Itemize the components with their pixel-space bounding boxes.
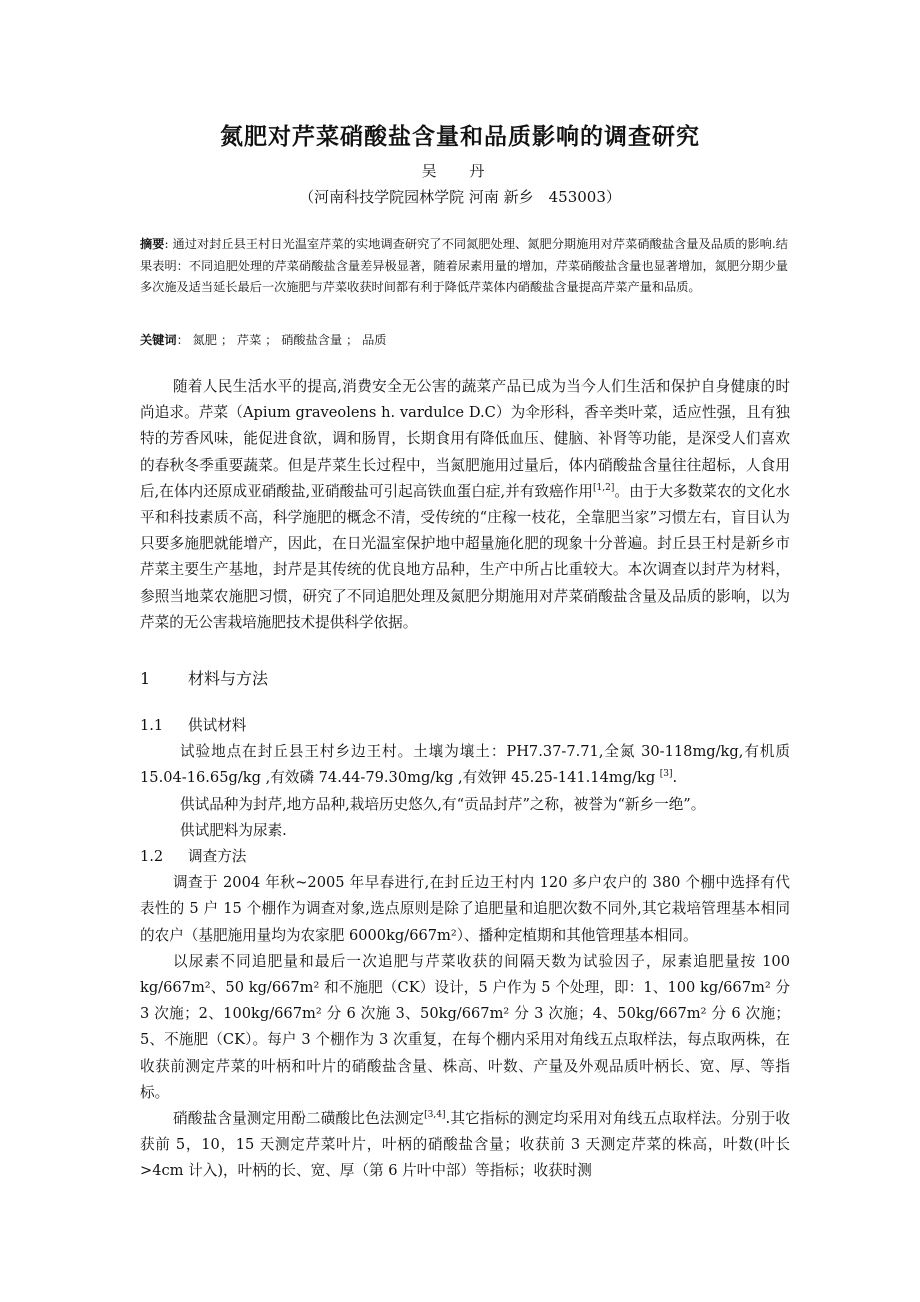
introduction [140,374,790,636]
citation-3: [3] [659,769,673,780]
materials-text-1-end: . [672,769,678,787]
methods-paragraph-3 [140,1106,790,1185]
methods-paragraph-1: 调查于 2004 年秋~2005 年早春进行,在封丘边王村内 120 多户农户的 380 个棚中选择有代表性的 5 户 15 个棚作为调查对象,选点原则是除了追肥量和追肥次数不同外,其它栽培管理基本相同的农户（基肥施用量均为农家肥 6000kg/667m²）、播种定植期和其他管理基本相同。 [140,874,790,944]
methods-paragraph-2: 以尿素不同追肥量和最后一次追肥与芹菜收获的间隔天数为试验因子，尿素追肥量按 100 kg/667m²、50 kg/667m² 和不施肥（CK）设计，5 户作为 5 个处理，即：1、100 kg/667m² 分 3 次施；2、100kg/667m² 分 6 次施 3、50kg/667m² 分 3 次施；4、50kg/667m² 分 6 次施；5、不施肥（CK）。每户 3 个棚作为 3 次重复，在每个棚内采用对角线五点取样法，每点取两株，在收获前测定芹菜的叶柄和叶片的硝酸盐含量、株高、叶数、产量及外观品质叶柄长、宽、厚、等指标。 [140,952,790,1101]
keywords-text: ： 氮肥 ； 芹菜 ； 硝酸盐含量 ； 品质 [176,333,387,347]
materials-text-1: 试验地点在封丘县王村乡边王村。土壤为壤土：PH7.37-7.71,全氮 30-118mg/kg,有机质 15.04-16.65g/kg ,有效磷 74.44-79.30mg/kg ,有效钾 45.25-141.14mg/kg [140,743,790,787]
section-1-1-number: 1.1 [140,717,164,734]
section-1-1-title: 供试材料 [188,717,247,734]
materials-paragraph-2: 供试品种为封芹,地方品种,栽培历史悠久,有“贡品封芹”之称，被誉为“新乡一绝”。 [180,795,706,813]
section-1-1-heading [140,713,790,739]
keywords [140,330,788,351]
paper-title: 氮肥对芹菜硝酸盐含量和品质影响的调查研究 [220,123,700,150]
keywords-label: 关键词 [140,333,177,347]
section-1-2-number: 1.2 [140,848,164,866]
citation-1-2: [1,2] [593,482,615,493]
paper-affiliation: （河南科技学院园林学院 河南 新乡 453003） [299,188,621,206]
abstract-label: 摘要 [140,237,165,251]
section-1-2-title: 调查方法 [188,848,247,866]
abstract-text: : 通过对封丘县王村日光温室芹菜的实地调查研究了不同氮肥处理、氮肥分期施用对芹菜硝酸盐含量及品质的影响.结果表明：不同追肥处理的芹菜硝酸盐含量差异极显著，随着尿素用量的增加，芹菜硝酸盐含量也显著增加，氮肥分期少量多次施及适当延长最后一次施肥与芹菜收获时间都有利于降低芹菜体内硝酸盐含量提高芹菜产量和品质。 [140,237,788,294]
materials-paragraph-1 [140,739,790,791]
paper-author: 吴 丹 [421,162,499,180]
intro-text-2: 。由于大多数菜农的文化水平和科技素质不高，科学施肥的概念不清，受传统的“庄稼一枝花，全靠肥当家”习惯左右，盲目认为只要多施肥就能增产，因此，在日光温室保护地中超量施化肥的现象十分普遍。封丘县王村是新乡市芹菜主要生产基地，封芹是其传统的优良地方品种，生产中所占比重较大。本次调查以封芹为材料，参照当地菜农施肥习惯，研究了不同追肥处理及氮肥分期施用对芹菜硝酸盐含量及品质的影响，以为芹菜的无公害栽培施肥技术提供科学依据。 [140,482,790,631]
section-1-number: 1 [140,669,151,688]
citation-3-4: [3,4] [424,1110,446,1121]
section-1-body [140,713,790,1185]
section-1-heading [140,666,268,689]
methods-text-3a: 硝酸盐含量测定用酚二磺酸比色法测定 [173,1110,425,1128]
materials-paragraph-3: 供试肥料为尿素. [180,821,287,839]
section-1-title: 材料与方法 [188,669,269,688]
section-1-2-heading [140,844,790,870]
abstract [140,234,788,299]
intro-paragraph [140,374,790,636]
intro-text-1: 随着人民生活水平的提高,消费安全无公害的蔬菜产品已成为当今人们生活和保护自身健康的时尚追求。芹菜（Apium graveolens h. vardulce D.C）为伞形科，香辛类叶菜，适应性强，且有独特的芳香风味，能促进食欲，调和肠胃，长期食用有降低血压、健脑、补肾等功能，是深受人们喜欢的春秋冬季重要蔬菜。但是芹菜生长过程中，当氮肥施用过量后，体内硝酸盐含量往往超标，人食用后,在体内还原成亚硝酸盐,亚硝酸盐可引起高铁血蛋白症,并有致癌作用 [140,378,790,500]
methods-text-3b: .其它指标的测定均采用对角线五点取样法。分别于收获前 5，10，15 天测定芹菜叶片，叶柄的硝酸盐含量；收获前 3 天测定芹菜的株高，叶数(叶长>4cm 计入)，叶柄的长、宽、厚（第 6 片叶中部）等指标；收获时测 [140,1110,790,1180]
